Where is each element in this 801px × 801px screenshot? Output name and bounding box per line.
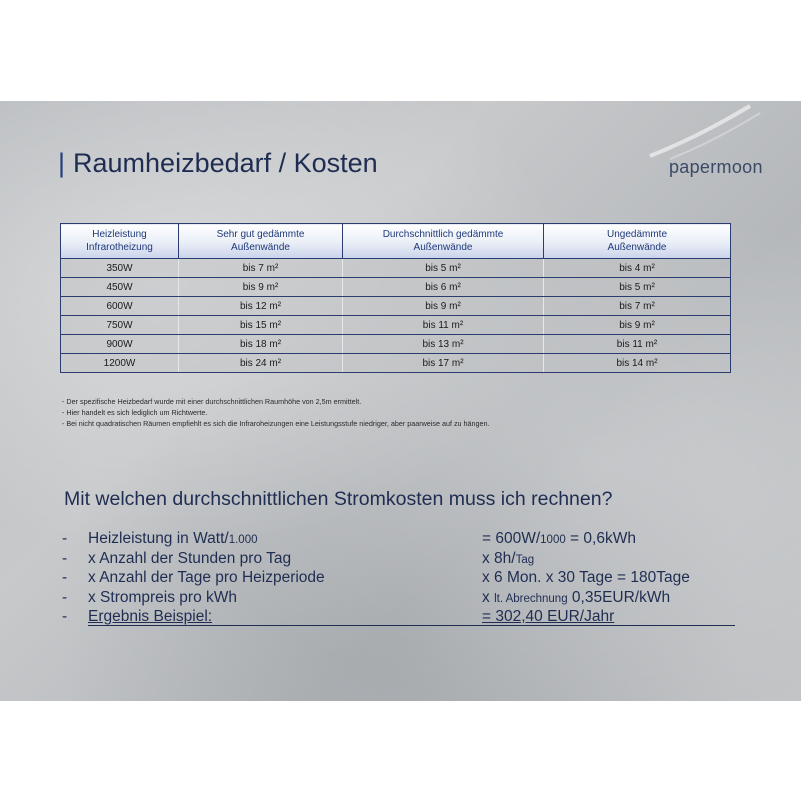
table-cell: 600W: [61, 297, 179, 316]
calc-value: = 600W/1000 = 0,6kWh: [482, 530, 636, 547]
table-cell: bis 13 m²: [343, 335, 544, 354]
calc-value: x 6 Mon. x 30 Tage = 180Tage: [482, 569, 690, 586]
table-cell: 1200W: [61, 354, 179, 373]
footnote: - Bei nicht quadratischen Räumen empfiehlt es sich die Infraroheizungen eine Leistungsstufe niedriger, aber paarweise auf zu hängen.: [62, 419, 490, 428]
calc-value: x lt. Abrechnung 0,35EUR/kWh: [482, 588, 671, 606]
calc-label: x Strompreis pro kWh: [88, 588, 238, 606]
dash: -: [62, 530, 68, 547]
moon-arc-icon: [640, 101, 770, 161]
table-cell: bis 17 m²: [343, 354, 544, 373]
table-cell: bis 5 m²: [343, 259, 544, 278]
calc-row: [62, 530, 742, 550]
result-underline: [88, 625, 735, 626]
table-row: [61, 316, 731, 335]
table-cell: bis 11 m²: [544, 335, 731, 354]
table-cell: 350W: [61, 259, 179, 278]
calc-row: [62, 550, 742, 570]
table-cell: bis 5 m²: [544, 278, 731, 297]
footnote: - Der spezifische Heizbedarf wurde mit einer durchschnittlichen Raumhöhe von 2,5m ermittelt.: [62, 397, 362, 406]
dash: -: [62, 549, 68, 567]
table-row: [61, 297, 731, 316]
heating-table: [60, 223, 731, 373]
result-value: = 302,40 EUR/Jahr: [482, 608, 615, 625]
table-cell: bis 9 m²: [179, 278, 343, 297]
table-cell: 900W: [61, 335, 179, 354]
table-cell: 750W: [61, 316, 179, 335]
table-cell: bis 15 m²: [179, 316, 343, 335]
table-cell: bis 4 m²: [544, 259, 731, 278]
table-row: [61, 278, 731, 297]
table-cell: bis 24 m²: [179, 354, 343, 373]
table-header-row: [61, 224, 731, 259]
table-row: [61, 335, 731, 354]
table-cell: bis 9 m²: [343, 297, 544, 316]
calc-row: [62, 569, 742, 589]
table-cell: 450W: [61, 278, 179, 297]
calc-label: x Anzahl der Tage pro Heizperiode: [88, 569, 325, 586]
footnotes: [62, 396, 490, 429]
table-cell: bis 18 m²: [179, 335, 343, 354]
table-cell: bis 11 m²: [343, 316, 544, 335]
header-cell: Heizleistung Infrarotheizung: [61, 224, 179, 259]
table-row: [61, 354, 731, 373]
calc-label: x Anzahl der Stunden pro Tag: [88, 549, 292, 567]
footnote: - Hier handelt es sich lediglich um Richtwerte.: [62, 408, 208, 417]
header-cell: Sehr gut gedämmte Außenwände: [179, 224, 343, 259]
cost-calculation: [62, 530, 742, 628]
calc-row: [62, 589, 742, 609]
slide-title-text: Raumheizbedarf / Kosten: [73, 148, 378, 178]
calc-result-row: [62, 608, 742, 628]
dash: -: [62, 569, 68, 586]
table-cell: bis 14 m²: [544, 354, 731, 373]
table-row: [61, 259, 731, 278]
result-label: Ergebnis Beispiel:: [88, 608, 213, 625]
dash: -: [62, 608, 68, 625]
slide-title: [58, 148, 378, 179]
title-bar-icon: |: [58, 148, 66, 178]
cost-question: Mit welchen durchschnittlichen Stromkosten muss ich rechnen?: [64, 488, 613, 510]
papermoon-logo: papermoon: [669, 157, 763, 177]
header-cell: Durchschnittlich gedämmte Außenwände: [343, 224, 544, 259]
slide: [0, 101, 801, 701]
table-cell: bis 9 m²: [544, 316, 731, 335]
header-cell: Ungedämmte Außenwände: [544, 224, 731, 259]
calc-value: x 8h/Tag: [482, 549, 535, 567]
table-cell: bis 12 m²: [179, 297, 343, 316]
table-cell: bis 7 m²: [544, 297, 731, 316]
table-cell: bis 6 m²: [343, 278, 544, 297]
table-cell: bis 7 m²: [179, 259, 343, 278]
calc-label: Heizleistung in Watt/1.000: [88, 530, 258, 547]
dash: -: [62, 588, 68, 606]
